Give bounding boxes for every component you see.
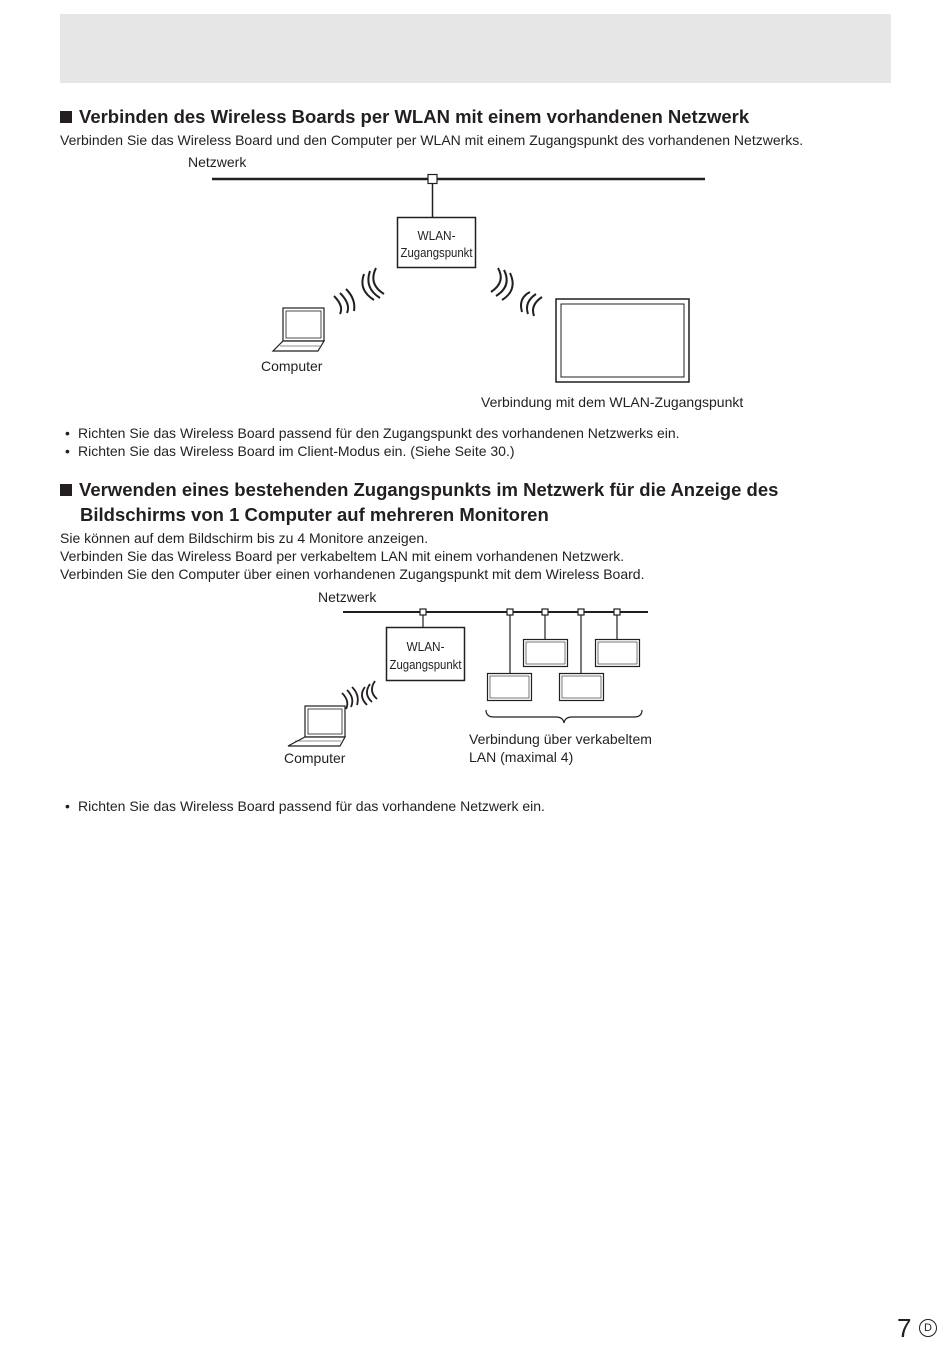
- laptop-icon: [288, 706, 345, 746]
- section2-bullet-list: [60, 797, 545, 815]
- wifi-signal-icon: [342, 681, 377, 709]
- list-item: • Richten Sie das Wireless Board passend für den Zugangspunkt des vorhandenen Netzwerks ein.: [60, 424, 680, 442]
- network-label: Netzwerk: [188, 154, 247, 170]
- square-bullet-icon: [60, 484, 72, 496]
- computer-label: Computer: [284, 750, 346, 766]
- wifi-signal-icon: [491, 268, 542, 316]
- network-port-icon: [428, 175, 437, 184]
- lan-label-line1: Verbindung über verkabeltem: [469, 731, 652, 747]
- monitor-icon: [524, 640, 568, 667]
- section2-paragraph: Verbinden Sie den Computer über einen vorhandenen Zugangspunkt mit dem Wireless Board.: [60, 566, 645, 582]
- brace-icon: [486, 710, 642, 723]
- ap-label-line1: WLAN-: [417, 228, 456, 243]
- list-item: • Richten Sie das Wireless Board passend für das vorhandene Netzwerk ein.: [60, 797, 545, 815]
- monitor-icon: [560, 674, 604, 701]
- wireless-board-icon: [556, 299, 689, 382]
- connection-label: Verbindung mit dem WLAN-Zugangspunkt: [481, 394, 744, 410]
- wifi-signal-icon: [334, 268, 384, 314]
- section2-paragraph: Verbinden Sie das Wireless Board per verkabeltem LAN mit einem vorhandenen Netzwerk.: [60, 548, 625, 564]
- monitor-icon: [488, 674, 532, 701]
- lan-label-line2: LAN (maximal 4): [469, 749, 574, 765]
- section1-heading: Verbinden des Wireless Boards per WLAN mit einem vorhandenen Netzwerk: [60, 104, 749, 129]
- section2-paragraph: Sie können auf dem Bildschirm bis zu 4 Monitore anzeigen.: [60, 530, 429, 546]
- section1-intro: Verbinden Sie das Wireless Board und den Computer per WLAN mit einem Zugangspunkt des vorhandenen Netzwerks.: [60, 132, 804, 148]
- access-point-box: [387, 628, 465, 681]
- network-label: Netzwerk: [318, 589, 377, 605]
- list-item: • Richten Sie das Wireless Board im Client-Modus ein. (Siehe Seite 30.): [60, 442, 680, 460]
- computer-label: Computer: [261, 358, 323, 374]
- ap-label-line2: Zugangspunkt: [400, 245, 473, 260]
- ap-label-line1: WLAN-: [406, 639, 445, 654]
- ap-label-line2: Zugangspunkt: [389, 657, 462, 672]
- section2-heading: Verwenden eines bestehenden Zugangspunkts im Netzwerk für die Anzeige des Bildschirms von 1 Computer auf mehreren Monitoren: [60, 477, 778, 527]
- laptop-icon: [273, 308, 324, 351]
- page-number: 7: [897, 1313, 912, 1343]
- monitor-icon: [596, 640, 640, 667]
- section1-bullet-list: [60, 424, 680, 460]
- language-badge: D: [919, 1319, 937, 1337]
